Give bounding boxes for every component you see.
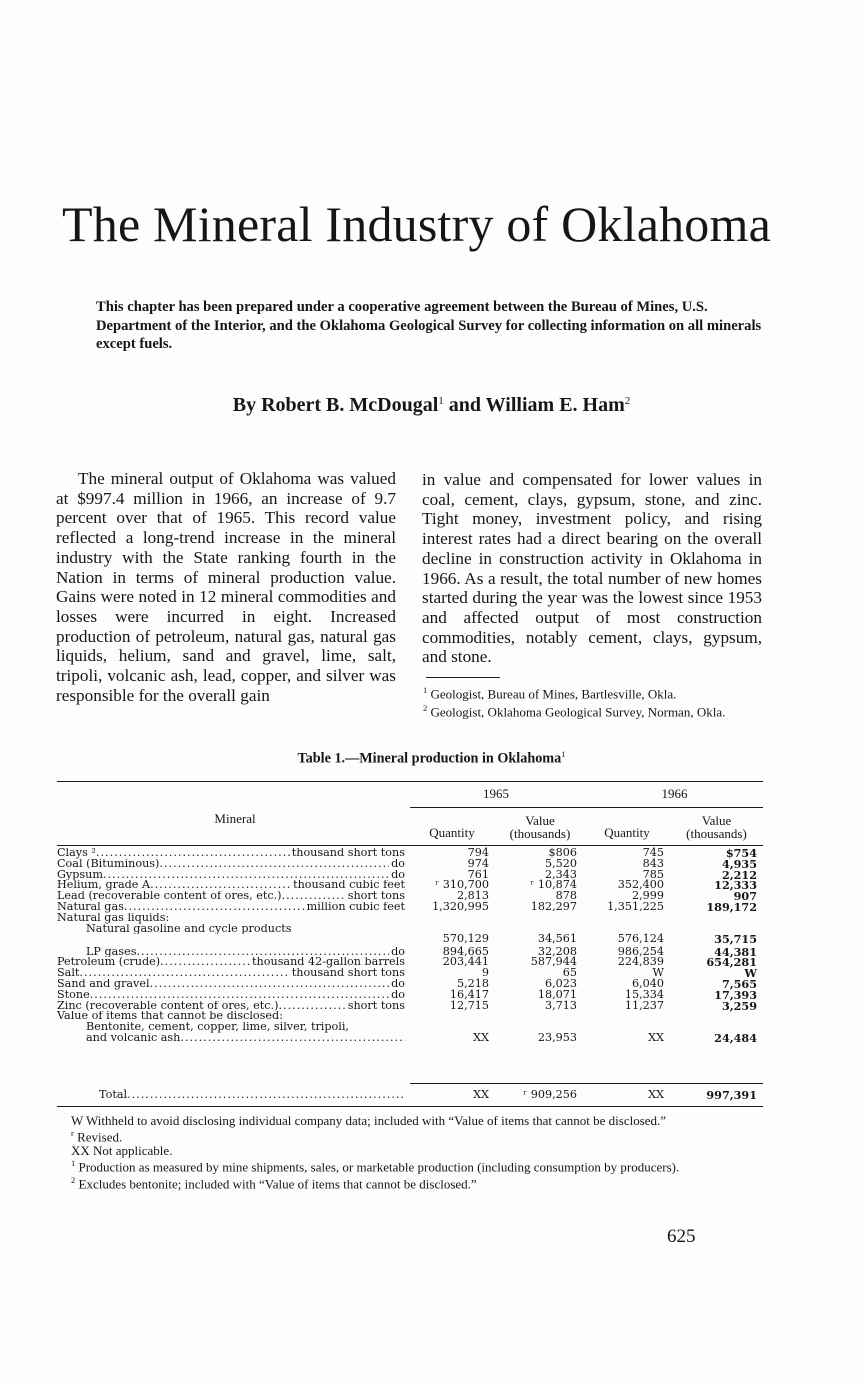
table-row xyxy=(57,1030,765,1045)
table-top-rule xyxy=(57,781,763,782)
value-1965-cell: 6,023 xyxy=(544,976,577,990)
table-row xyxy=(57,913,765,924)
table-body xyxy=(57,848,765,1044)
value-1966-cell: 44,381 xyxy=(714,944,757,959)
year-header-rule xyxy=(410,807,763,808)
value-1965-cell: 65 xyxy=(562,966,577,980)
value-1965-cell: 3,713 xyxy=(544,998,577,1012)
value-1966-cell: 4,935 xyxy=(721,856,757,871)
table-note: W Withheld to avoid disclosing individual company data; included with “Value of items that cannot be disclosed.” xyxy=(71,1113,667,1128)
quantity-1965-cell: XX xyxy=(473,1030,489,1044)
mineral-cell xyxy=(57,870,405,881)
quantity-1966-cell: 785 xyxy=(642,867,664,881)
table-note: $^2$ Excludes bentonite; included with “Value of items that cannot be disclosed.” xyxy=(71,1174,477,1192)
value-1966-cell: 35,715 xyxy=(714,932,757,947)
value-1965-cell: $806 xyxy=(548,846,577,859)
mineral-cell xyxy=(57,902,405,913)
column-header-mineral: Mineral xyxy=(214,811,256,826)
quantity-1965-cell: 894,665 xyxy=(442,944,489,958)
mineral-label: Bentonite, cement, copper, lime, silver, tripoli, xyxy=(86,1022,349,1033)
total-quantity-1966: XX xyxy=(648,1088,664,1101)
value-1965-cell: 182,297 xyxy=(530,899,577,913)
value-1966-cell: $754 xyxy=(725,846,757,860)
mineral-unit: do xyxy=(391,858,405,870)
quantity-1966-cell: W xyxy=(652,966,664,980)
table-row xyxy=(57,899,765,914)
value-1965-cell: 878 xyxy=(555,889,577,903)
value-1966-cell: 17,393 xyxy=(714,987,757,1002)
author-footnote: $^1$ Geologist, Bureau of Mines, Bartlesville, Okla. xyxy=(423,685,677,702)
total-value-1966: 997,391 xyxy=(706,1088,757,1102)
mineral-cell xyxy=(57,979,405,990)
table-note: $^r$ Revised. xyxy=(71,1128,123,1145)
value-1966-cell: 3,259 xyxy=(721,998,757,1013)
value-1966-cell: W xyxy=(744,966,757,981)
mineral-label: Salt ..... xyxy=(57,968,79,979)
mineral-label: Clays ² ..... xyxy=(57,848,96,859)
mineral-label: Natural gasoline and cycle products xyxy=(86,923,292,935)
byline xyxy=(60,388,803,418)
quantity-1965-cell: 203,441 xyxy=(442,955,489,969)
mineral-label: Coal (Bituminous) ..... xyxy=(57,859,159,870)
quantity-1965-cell: 974 xyxy=(467,856,489,870)
quantity-1966-cell: 224,839 xyxy=(617,955,664,969)
quantity-1966-cell: 2,999 xyxy=(631,889,664,903)
quantity-1966-cell: XX xyxy=(648,1030,664,1044)
mineral-unit: thousand short tons xyxy=(291,848,405,859)
table-bottom-rule xyxy=(57,1106,763,1107)
quantity-1965-cell: 1,320,995 xyxy=(432,899,489,913)
column-header-value-1965: Value (thousands) xyxy=(509,813,571,841)
byline-prefix: By xyxy=(232,394,257,416)
body-text-left-column: The mineral output of Oklahoma was valued at $997.4 million in 1966, an increase of 9.7 percent over that of 1965. This record value reflected a long-trend increase in the mineral industry with the State ranking fourth in the Nation in terms of mineral production value. Gains were noted in 12 mineral commodities and losses were incurred in eight. Increased production of petroleum, natural gas, natural gas liquids, helium, sand and gravel, lime, salt, tripoli, volcanic ash, lead, copper, and silver was responsible for the overall gain xyxy=(56,469,396,705)
value-1965-cell: 18,071 xyxy=(537,987,577,1001)
chapter-title: The Mineral Industry of Oklahoma xyxy=(62,196,771,252)
cooperative-note: This chapter has been prepared under a cooperative agreement between the Bureau of Mines, U.S. Department of the Interior, and the Oklahoma Geological Survey for collecting information on all minerals except fuels. xyxy=(96,299,762,352)
quantity-1966-cell: 15,334 xyxy=(624,987,664,1001)
column-header-1965: 1965 xyxy=(483,786,509,801)
quantity-1966-cell: 576,124 xyxy=(617,932,664,946)
author-footnote: $^2$ Geologist, Oklahoma Geological Survey, Norman, Okla. xyxy=(423,703,726,720)
mineral-cell xyxy=(86,1022,405,1033)
mineral-label: Lead (recoverable content of ores, etc.) ..... xyxy=(57,891,282,902)
page-number: 625 xyxy=(667,1226,696,1247)
quantity-1965-cell: 761 xyxy=(467,867,489,881)
mineral-cell xyxy=(57,880,405,891)
mineral-label: Zinc (recoverable content of ores, etc.) ..... xyxy=(57,1001,278,1012)
table-caption-footnote-mark: 1 xyxy=(561,749,566,759)
mineral-label: Helium, grade A ..... xyxy=(57,880,150,891)
value-1966-cell: 7,565 xyxy=(721,976,757,991)
quantity-1966-cell: 6,040 xyxy=(631,976,664,990)
mineral-cell xyxy=(57,1001,405,1012)
footnote-divider xyxy=(426,677,500,678)
mineral-label: Sand and gravel ..... xyxy=(57,979,150,990)
author-1: Robert B. McDougal xyxy=(261,394,439,416)
mineral-unit: do xyxy=(391,978,405,990)
mineral-label: Gypsum ..... xyxy=(57,870,103,881)
value-1965-cell: 34,561 xyxy=(537,932,577,946)
value-1965-cell: 2,343 xyxy=(544,867,577,881)
quantity-1966-cell: 843 xyxy=(642,856,664,870)
quantity-1965-cell: 9 xyxy=(481,966,489,980)
mineral-unit: short tons xyxy=(347,1000,405,1012)
quantity-1965-cell: 2,813 xyxy=(456,889,489,903)
value-1966-cell: 24,484 xyxy=(714,1030,757,1045)
value-1965-cell: 587,944 xyxy=(530,955,577,969)
value-1966-cell: 907 xyxy=(733,889,757,904)
mineral-cell xyxy=(57,891,405,902)
table-row xyxy=(57,1011,765,1022)
mineral-unit: thousand short tons xyxy=(291,968,405,979)
mineral-cell xyxy=(57,957,405,968)
mineral-cell xyxy=(57,859,405,870)
value-1966-cell: 189,172 xyxy=(706,899,757,914)
mineral-unit: thousand cubic feet xyxy=(293,880,405,892)
total-value-1965: ʳ 909,256 xyxy=(523,1088,577,1101)
mineral-unit: do xyxy=(391,946,405,958)
table-note: $^1$ Production as measured by mine shipments, sales, or marketable production (including consumption by producers). xyxy=(71,1158,680,1175)
column-header-value-1966: Value (thousands) xyxy=(686,813,747,841)
table-row xyxy=(57,998,765,1013)
byline-connector: and xyxy=(448,394,482,416)
mineral-cell xyxy=(57,990,405,1001)
value-1965-cell: 5,520 xyxy=(544,856,577,870)
value-1966-cell: 2,212 xyxy=(721,867,757,882)
mineral-label: and volcanic ash ..... xyxy=(86,1033,180,1044)
table-caption: Table 1.—Mineral production in Oklahoma$^1$ xyxy=(297,749,566,767)
mineral-cell xyxy=(57,913,405,924)
mineral-label: LP gases ..... xyxy=(86,947,136,958)
mineral-unit: do xyxy=(391,989,405,1001)
value-1965-cell: 23,953 xyxy=(537,1030,577,1044)
quantity-1965-cell: 794 xyxy=(467,846,489,859)
quantity-1966-cell: 352,400 xyxy=(617,878,664,892)
quantity-1965-cell: 12,715 xyxy=(449,998,489,1012)
value-1966-cell: 12,333 xyxy=(714,878,757,893)
author-2: William E. Ham xyxy=(485,394,625,416)
mineral-label: Value of items that cannot be disclosed: xyxy=(57,1011,283,1023)
quantity-1965-cell: ʳ 310,700 xyxy=(435,878,489,892)
mineral-unit: thousand 42-gallon barrels xyxy=(252,957,405,969)
mineral-cell xyxy=(57,848,405,859)
quantity-1966-cell: 986,254 xyxy=(617,944,664,958)
mineral-label: Natural gas liquids: xyxy=(57,912,170,924)
mineral-cell xyxy=(86,947,405,958)
column-header-quantity-1965: Quantity xyxy=(429,825,475,840)
value-1965-cell: 32,208 xyxy=(537,944,577,958)
column-header-quantity-1966: Quantity xyxy=(604,825,650,840)
quantity-1965-cell: 570,129 xyxy=(442,932,489,946)
quantity-1966-cell: 1,351,225 xyxy=(607,899,664,913)
body-text-right-column: in value and compensated for lower values in coal, cement, clays, gypsum, stone, and zinc. Tight money, investment policy, and rising interest rates had a direct bearing on the overall decline in construction activity in Oklahoma in 1966. As a result, the total number of new homes started during the year was the lowest since 1953 and affected output of most construction commodities, notably cement, clays, gypsum, and stone. xyxy=(422,470,762,667)
quantity-1965-cell: 5,218 xyxy=(456,976,489,990)
value-1966-cell: 654,281 xyxy=(706,955,757,970)
mineral-unit: million cubic feet xyxy=(306,901,405,913)
mineral-unit: do xyxy=(391,869,405,881)
total-label: Total ..... xyxy=(99,1088,405,1102)
mineral-cell xyxy=(86,1033,405,1044)
author-2-footnote-mark: 2 xyxy=(624,395,631,407)
table-notes xyxy=(57,1114,763,1190)
mineral-label: Petroleum (crude) ..... xyxy=(57,957,160,968)
mineral-label: Natural gas ..... xyxy=(57,902,124,913)
quantity-1966-cell: 11,237 xyxy=(624,998,664,1012)
value-1965-cell: ʳ 10,874 xyxy=(530,878,577,892)
total-quantity-1965: XX xyxy=(473,1088,489,1101)
mineral-cell xyxy=(57,968,405,979)
author-footnotes xyxy=(423,683,767,720)
column-header-1966: 1966 xyxy=(661,786,688,801)
mineral-label: Stone ..... xyxy=(57,990,90,1001)
mineral-unit: short tons xyxy=(347,891,405,902)
total-rule xyxy=(410,1083,763,1084)
table-note: XX Not applicable. xyxy=(71,1142,173,1158)
mineral-cell xyxy=(57,1011,405,1022)
mineral-cell xyxy=(86,924,405,935)
author-1-footnote-mark: 1 xyxy=(438,395,444,407)
quantity-1966-cell: 745 xyxy=(642,846,664,859)
total-row xyxy=(57,1088,765,1102)
quantity-1965-cell: 16,417 xyxy=(449,987,489,1001)
